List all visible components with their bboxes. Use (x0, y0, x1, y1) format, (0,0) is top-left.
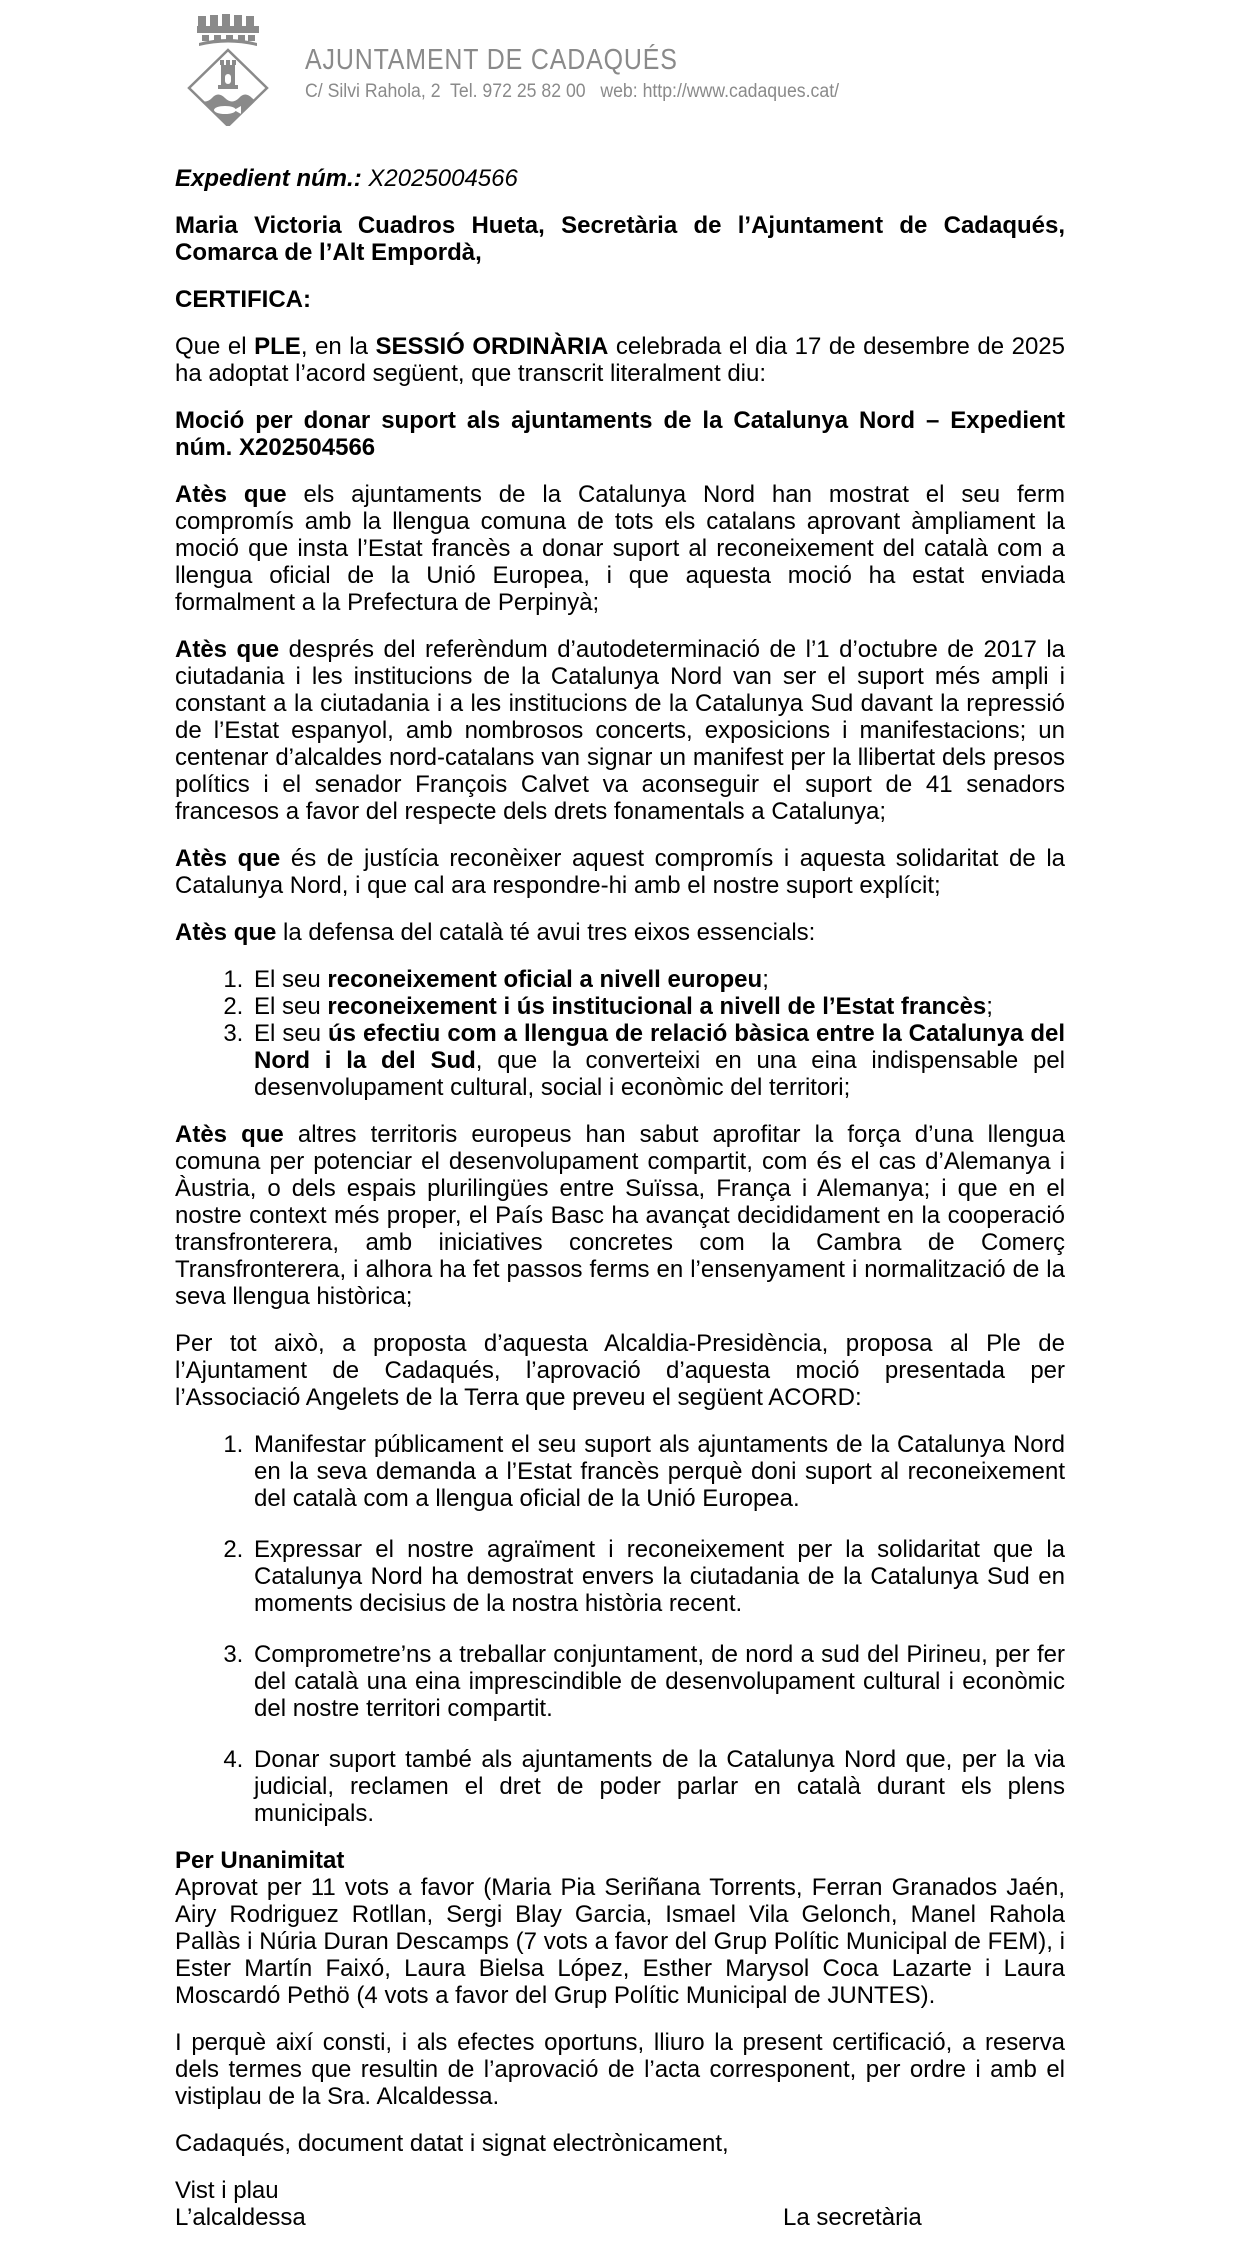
text-run: ; (986, 993, 993, 1020)
signature-role-secretaria: La secretària (783, 2204, 922, 2231)
text-run: Aprovat per 11 vots a favor (Maria Pia Seriñana Torrents, Ferran Granados Jaén, Airy Rodriguez Rotllan, Sergi Blay Garcia, Ismael Vila Gelonch, Manel Rahola Pallàs i Núria Duran Descamps (7 vots a favor del Grup Polític Municipal de FEM), i Ester Martín Faixó, Laura Bielsa López, Esther Marysol Coca Lazarte i Laura Moscardó Pethö (4 vots a favor del Grup Polític Municipal de JUNTES). (175, 1874, 1065, 2009)
expedient-line (175, 165, 1065, 192)
org-address (305, 81, 879, 103)
letterhead (0, 0, 1240, 150)
text-run: Atès que (175, 1121, 298, 1148)
certifica-heading (175, 286, 1065, 313)
text-run: El seu (254, 1020, 328, 1047)
list-item (250, 1431, 1065, 1512)
text-run: Atès que (175, 481, 304, 508)
text-run: PLE (254, 333, 301, 360)
list-item (250, 1746, 1065, 1827)
text-run: Vist i plau (175, 2177, 279, 2204)
unanimity-heading (175, 1847, 1065, 1874)
text-run: celebrada el dia 17 de desembre de 2025 ha adoptat l’acord següent, que transcrit literalment diu: (175, 333, 1065, 387)
list-item (250, 1641, 1065, 1722)
ates-3 (175, 845, 1065, 899)
org-name (305, 44, 879, 77)
text-run: X2025004566 (368, 165, 518, 192)
text-run: després del referèndum d’autodeterminació de l’1 d’octubre de 2017 la ciutadania i les institucions de la Catalunya Nord van ser el suport més ampli i constant a la ciutadania i a les institucions de la Catalunya Sud davant la repressió de l’Estat espanyol, amb nombrosos concerts, exposicions i manifestacions; un centenar d’alcaldes nord-catalans van signar un manifest per la llibertat dels presos polítics i el senador François Calvet va aconseguir el suport de 41 senadors francesos a favor del respecte dels drets fonamentals a Catalunya; (175, 636, 1065, 825)
text-run: Maria Victoria Cuadros Hueta, Secretària de l’Ajuntament de Cadaqués, Comarca de l’Alt Empordà, (175, 212, 1065, 266)
ates-2 (175, 636, 1065, 825)
list-item (250, 1020, 1065, 1101)
cadaques-coat-of-arms-icon (185, 14, 271, 126)
text-run: Per Unanimitat (175, 1847, 345, 1874)
per-tot-aixo (175, 1330, 1065, 1411)
text-run: Manifestar públicament el seu suport als ajuntaments de la Catalunya Nord en la seva demanda a l’Estat francès perquè doni suport al reconeixement del català com a llengua oficial de la Unió Europea. (254, 1431, 1065, 1512)
vist-i-plau (175, 2177, 1065, 2204)
list-item (250, 966, 1065, 993)
org-name-text: AJUNTAMENT DE CADAQUÉS (305, 44, 678, 76)
text-run: Donar suport també als ajuntaments de la Catalunya Nord que, per la via judicial, reclamen el dret de poder parlar en català durant els plens municipals. (254, 1746, 1065, 1827)
session-paragraph (175, 333, 1065, 387)
text-run: Atès que (175, 919, 284, 946)
closing-paragraph (175, 2029, 1065, 2110)
letterhead-text (305, 44, 879, 103)
signature-row (175, 2204, 1065, 2231)
text-run: SESSIÓ ORDINÀRIA (375, 333, 609, 360)
text-run: Que el (175, 333, 255, 360)
text-run: Cadaqués, document datat i signat electrònicament, (175, 2130, 729, 2157)
ates-5 (175, 1121, 1065, 1310)
text-run: Atès que (175, 845, 291, 872)
ates-1 (175, 481, 1065, 616)
text-run: Expressar el nostre agraïment i reconeixement per la solidaritat que la Catalunya Nord ha demostrat envers la ciutadania de la Catalunya Sud en moments decisius de la nostra història recent. (254, 1536, 1065, 1617)
eixos-list (175, 966, 1065, 1101)
text-run: Expedient núm.: (175, 165, 369, 192)
text-run: CERTIFICA: (175, 286, 311, 313)
text-run: la defensa del català té avui tres eixos essencials: (283, 919, 816, 946)
text-run: I perquè així consti, i als efectes oportuns, lliuro la present certificació, a reserva dels termes que resultin de l’aprovació de l’acta corresponent, per ordre i amb el vistiplau de la Sra. Alcaldessa. (175, 2029, 1065, 2110)
dateline (175, 2130, 1065, 2157)
motion-title (175, 407, 1065, 461)
text-run: El seu (254, 966, 328, 993)
text-run: ús efectiu com a llengua de relació bàsica entre la Catalunya del Nord i la del Sud (254, 1020, 1066, 1074)
text-run: Moció per donar suport als ajuntaments de la Catalunya Nord – Expedient núm. X202504566 (175, 407, 1065, 461)
list-item (250, 1536, 1065, 1617)
text-run: altres territoris europeus han sabut aprofitar la força d’una llengua comuna per potenciar el desenvolupament compartit, com és el cas d’Alemanya i Àustria, o dels espais plurilingües entre Suïssa, França i Alemanya; i que en el nostre context més proper, el País Basc ha avançat decididament en la cooperació transfronterera, amb iniciatives concretes com la Cambra de Comerç Transfronterera, i alhora ha fet passos ferms en l’ensenyament i normalització de la seva llengua històrica; (175, 1121, 1065, 1310)
vote-detail (175, 1874, 1065, 2009)
text-run: reconeixement i ús institucional a nivell de l’Estat francès (327, 993, 987, 1020)
text-run: és de justícia reconèixer aquest compromís i aquesta solidaritat de la Catalunya Nord, i que cal ara respondre-hi amb el nostre suport explícit; (175, 845, 1065, 899)
text-run: reconeixement oficial a nivell europeu (327, 966, 763, 993)
signature-role-alcaldessa: L’alcaldessa (175, 2204, 306, 2231)
acord-list (175, 1431, 1065, 1827)
text-run: , que la converteixi en una eina indispensable pel desenvolupament cultural, social i econòmic del territori; (254, 1047, 1065, 1101)
text-run: Per tot això, a proposta d’aquesta Alcaldia-Presidència, proposa al Ple de l’Ajuntament de Cadaqués, l’aprovació d’aquesta moció presentada per l’Associació Angelets de la Terra que preveu el següent ACORD: (175, 1330, 1065, 1411)
org-address-text: C/ Silvi Rahola, 2 Tel. 972 25 82 00 web: http://www.cadaques.cat/ (305, 81, 840, 102)
text-run: El seu (254, 993, 328, 1020)
text-run: Atès que (175, 636, 289, 663)
text-run: Comprometre’ns a treballar conjuntament, de nord a sud del Pirineu, per fer del català una eina imprescindible de desenvolupament cultural i econòmic del nostre territori compartit. (254, 1641, 1065, 1722)
document-body (175, 165, 1065, 2231)
text-run: ; (762, 966, 769, 993)
list-item (250, 993, 1065, 1020)
text-run: , en la (300, 333, 376, 360)
ates-4 (175, 919, 1065, 946)
text-run: els ajuntaments de la Catalunya Nord han mostrat el seu ferm compromís amb la llengua comuna de tots els catalans aprovant àmpliament la moció que insta l’Estat francès a donar suport al reconeixement del català com a llengua oficial de la Unió Europea, i que aquesta moció ha estat enviada formalment a la Prefectura de Perpinyà; (175, 481, 1065, 616)
secretary-intro (175, 212, 1065, 266)
